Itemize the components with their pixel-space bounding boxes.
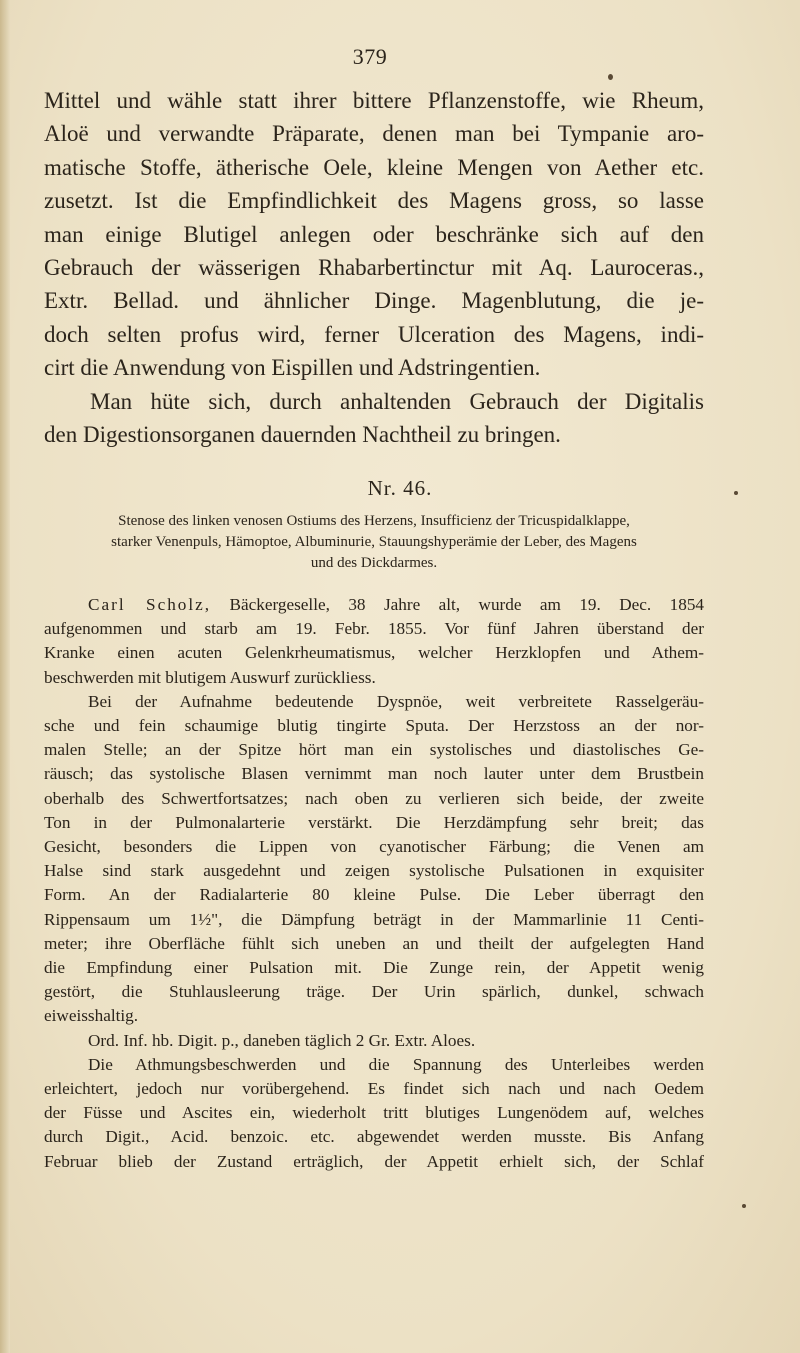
text-line: matische Stoffe, ätherische Oele, kleine Mengen von Aether etc. [44, 154, 704, 180]
text-line: Kranke einen acuten Gelenkrheumatismus, welcher Herzklopfen und Athem- [44, 643, 704, 663]
text-line: cirt die Anwendung von Eispillen und Adstringentien. [44, 355, 541, 381]
page-number: 379 [352, 44, 388, 69]
text-line: Extr. Bellad. und ähnlicher Dinge. Magenblutung, die je- [44, 288, 704, 314]
text-line: beschwerden mit blutigem Auswurf zurückliess. [44, 667, 376, 687]
text-line: gestört, die Stuhlausleerung träge. Der Urin spärlich, dunkel, schwach [44, 982, 704, 1002]
text-line [44, 593, 704, 617]
subtitle-line: starker Venenpuls, Hämoptoe, Albuminurie, Stauungshyperämie der Leber, des Magens [111, 534, 637, 550]
prescription-line: Ord. Inf. hb. Digit. p., daneben täglich 2 Gr. Extr. Aloes. [88, 1030, 476, 1050]
text-line: zusetzt. Ist die Empfindlichkeit des Magens gross, so lasse [44, 188, 704, 214]
text-line: die Empfindung einer Pulsation mit. Die Zunge rein, der Appetit wenig [44, 958, 704, 978]
text-line: der Füsse und Ascites ein, wiederholt tritt blutiges Lungenödem auf, welches [44, 1103, 704, 1123]
text-line: Gebrauch der wässerigen Rhabarbertinctur mit Aq. Lauroceras., [44, 255, 704, 281]
text-line: Mittel und wähle statt ihrer bittere Pflanzenstoffe, wie Rheum, [44, 88, 704, 113]
case-subtitle [44, 511, 704, 574]
main-paragraphs [44, 84, 704, 451]
text-line: Februar blieb der Zustand erträglich, der Appetit erhielt sich, der Schlaf [44, 1151, 704, 1171]
text-line: Halse sind stark ausgedehnt und zeigen systolische Pulsationen in exquisiter [44, 861, 704, 881]
text-line: Ton in der Pulmonalarterie verstärkt. Die Herzdämpfung sehr breit; das [44, 812, 704, 832]
subtitle-line: Stenose des linken venosen Ostiums des Herzens, Insufficienz der Tricuspidalklappe, [118, 513, 630, 529]
ink-speck [608, 74, 613, 80]
text-line: aufgenommen und starb am 19. Febr. 1855. Vor fünf Jahren überstand der [44, 619, 704, 639]
patient-name: Carl Scholz, [88, 595, 212, 614]
text-line: durch Digit., Acid. benzoic. etc. abgewendet werden musste. Bis Anfang [44, 1127, 704, 1147]
case-number-heading: Nr. 46. [367, 476, 433, 500]
text-line: Rippensaum um 1½", die Dämpfung beträgt in der Mammarlinie 11 Centi- [44, 909, 704, 929]
text-line: malen Stelle; an der Spitze hört man ein systolisches und diastolisches Ge- [44, 740, 704, 760]
page-binding-edge [0, 0, 10, 1353]
subtitle-line: und des Dickdarmes. [310, 555, 438, 571]
text-line: Aloë und verwandte Präparate, denen man bei Tympanie aro- [44, 121, 704, 147]
text-line: oberhalb des Schwertfortsatzes; nach oben zu verlieren sich beide, der zweite [44, 788, 704, 808]
text-line: räusch; das systolische Blasen vernimmt man noch lauter unter dem Brustbein [44, 764, 704, 784]
case-report [44, 593, 704, 1174]
text-line: erleichtert, jedoch nur vorübergehend. Es findet sich nach und nach Oedem [44, 1079, 704, 1099]
intro-first-line-rest: Bäckergeselle, 38 Jahre alt, wurde am 19. Dec. 1854 [229, 595, 705, 614]
text-line: Form. An der Radialarterie 80 kleine Pulse. Die Leber überragt den [44, 885, 704, 905]
text-line: Man hüte sich, durch anhaltenden Gebrauch der Digitalis [90, 388, 704, 414]
text-line: eiweisshaltig. [44, 1006, 139, 1026]
text-line: man einige Blutigel anlegen oder beschränke sich auf den [44, 221, 704, 247]
text-line: den Digestionsorganen dauernden Nachtheil zu bringen. [44, 422, 561, 448]
ink-speck [742, 1204, 746, 1208]
text-line: meter; ihre Oberfläche fühlt sich uneben an und theilt der aufgelegten Hand [44, 933, 704, 953]
text-line: doch selten profus wird, ferner Ulceration des Magens, indi- [44, 321, 704, 347]
text-line: sche und fein schaumige blutig tingirte Sputa. Der Herzstoss an der nor- [44, 716, 704, 736]
text-line: Bei der Aufnahme bedeutende Dyspnöe, weit verbreitete Rasselgeräu- [88, 691, 704, 711]
text-line: Gesicht, besonders die Lippen von cyanotischer Färbung; die Venen am [44, 837, 704, 857]
text-line: Die Athmungsbeschwerden und die Spannung des Unterleibes werden [88, 1054, 704, 1074]
